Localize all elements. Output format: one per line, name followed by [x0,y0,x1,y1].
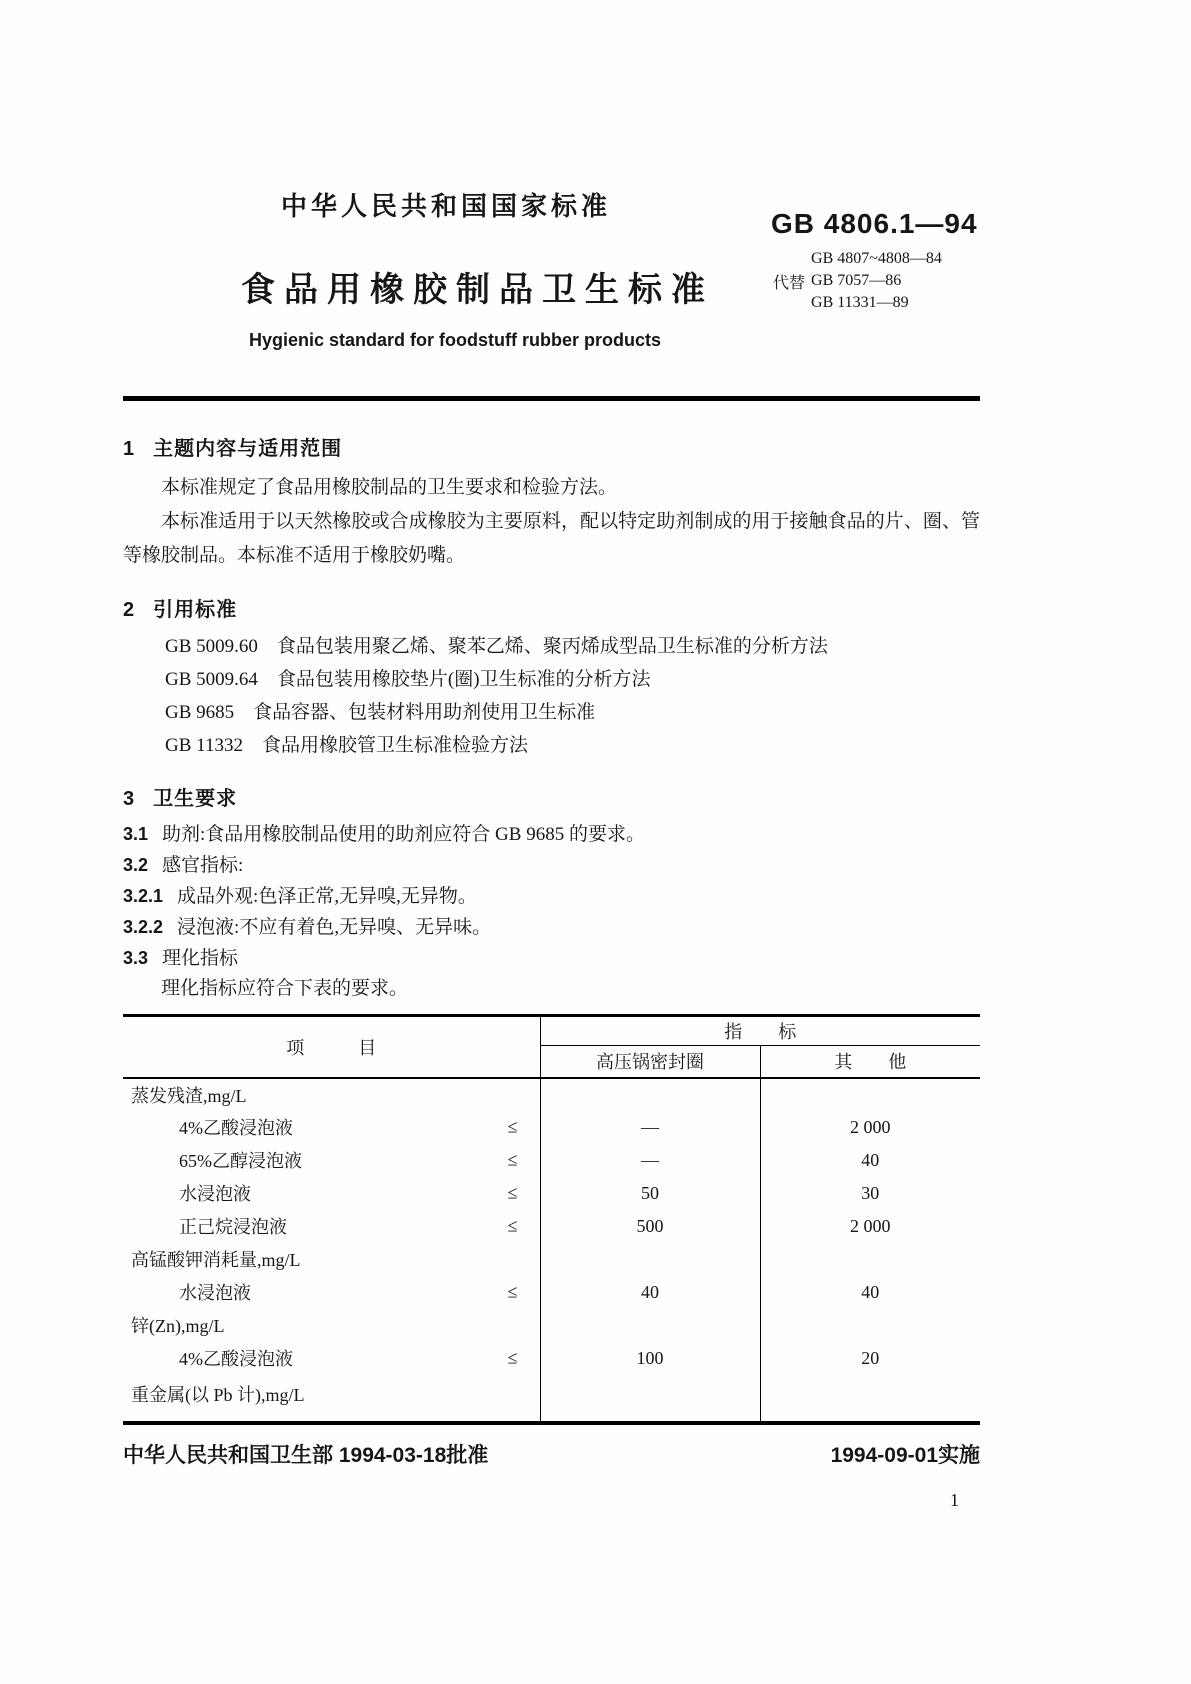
clause [123,850,980,881]
replaces-list [811,248,942,314]
row-item-cell [123,1342,540,1375]
column-header-other: 其 他 [760,1046,980,1078]
row-value-other: 40 [861,1281,880,1302]
row-item-label: 65%乙醇浸泡液 [179,1151,302,1171]
table-row [123,1342,980,1375]
row-item-cell [123,1111,540,1144]
row-value-pressure-cooker-seal [540,1309,760,1342]
document-header [123,0,980,412]
row-item-cell [123,1177,540,1210]
clause-text: 助剂:食品用橡胶制品使用的助剂应符合 GB 9685 的要求。 [162,824,645,845]
row-value-other [760,1309,980,1342]
footer-rule [123,1421,980,1425]
section-3-title: 卫生要求 [153,788,238,810]
row-item-label: 水浸泡液 [179,1184,251,1204]
replaces-block [773,248,942,314]
less-than-or-equal-symbol: ≤ [507,1347,518,1368]
clause-text: 理化指标 [162,948,239,969]
row-value-other: 2 000 [850,1215,891,1236]
replaced-standard: GB 7057—86 [811,272,902,289]
table-row [123,1309,980,1342]
clause-number: 3.2.1 [123,886,164,906]
less-than-or-equal-symbol: ≤ [507,1149,518,1170]
row-item-cell [123,1309,540,1342]
clause-text: 浸泡液:不应有着色,无异嗅、无异味。 [177,917,492,938]
table-row [123,1111,980,1144]
reference-list [123,630,980,762]
table-row [123,1177,980,1210]
reference-item: GB 5009.60 食品包装用聚乙烯、聚苯乙烯、聚丙烯成型品卫生标准的分析方法 [165,636,828,657]
footer [123,1439,980,1469]
table-body [123,1078,980,1421]
row-value-other [760,1078,980,1111]
clause-text: 感官指标: [162,855,244,876]
clause [123,912,980,943]
section-2-title: 引用标准 [153,599,238,621]
clause [123,819,980,850]
clause [123,881,980,912]
header-rule [123,396,980,401]
table-header [123,1016,980,1078]
row-value-other: 20 [861,1347,880,1368]
standard-code: GB 4806.1—94 [771,208,978,239]
row-value-pressure-cooker-seal [540,1078,760,1111]
row-item-cell [123,1243,540,1276]
clause-text: 成品外观:色泽正常,无异嗅,无异物。 [177,886,477,907]
section-2-number: 2 [123,599,136,621]
table-row [123,1276,980,1309]
row-item-label: 4%乙酸浸泡液 [179,1118,293,1138]
section-1-title: 主题内容与适用范围 [153,438,343,460]
document-title-cn: 食品用橡胶制品卫生标准 [241,271,714,309]
row-item-label: 蒸发残渣,mg/L [131,1085,247,1106]
row-item-cell [123,1210,540,1243]
less-than-or-equal-symbol: ≤ [507,1116,518,1137]
row-value-pressure-cooker-seal: — [540,1144,760,1177]
row-value-pressure-cooker-seal: 500 [540,1210,760,1243]
row-item-label: 水浸泡液 [179,1283,251,1303]
section-3-number: 3 [123,788,136,810]
clause-number: 3.2 [123,855,149,875]
row-value-other: 40 [861,1149,880,1170]
row-item-cell [123,1078,540,1111]
section-1-paragraph-1: 本标准规定了食品用橡胶制品的卫生要求和检验方法。 [161,477,618,498]
row-item-label: 4%乙酸浸泡液 [179,1349,293,1369]
table-row [123,1144,980,1177]
clause-list [123,819,980,974]
row-value-pressure-cooker-seal: 40 [540,1276,760,1309]
row-value-pressure-cooker-seal [540,1243,760,1276]
page-number: 1 [950,1490,959,1510]
section-1-heading [123,432,980,461]
physicochemical-limits-table [123,1014,980,1421]
row-item-cell [123,1375,540,1421]
row-item-label: 正己烷浸泡液 [179,1217,287,1237]
clause-number: 3.3 [123,948,149,968]
row-item-cell [123,1276,540,1309]
row-value-pressure-cooker-seal: 50 [540,1177,760,1210]
replaced-standard: GB 4807~4808—84 [811,250,942,267]
reference-item: GB 11332 食品用橡胶管卫生标准检验方法 [165,735,528,756]
table-row [123,1243,980,1276]
less-than-or-equal-symbol: ≤ [507,1215,518,1236]
row-value-pressure-cooker-seal: 100 [540,1342,760,1375]
row-item-label: 重金属(以 Pb 计),mg/L [131,1384,305,1405]
table-row [123,1210,980,1243]
document-title-en: Hygienic standard for foodstuff rubber products [249,330,662,350]
implementation-text: 1994-09-01实施 [830,1443,980,1467]
column-header-pressure-cooker-seal: 高压锅密封圈 [540,1046,760,1078]
clause [123,943,980,974]
row-item-label: 锌(Zn),mg/L [131,1316,225,1336]
reference-item: GB 5009.64 食品包装用橡胶垫片(圈)卫生标准的分析方法 [165,669,651,690]
table-row [123,1375,980,1421]
row-value-other: 30 [861,1182,880,1203]
reference-item: GB 9685 食品容器、包装材料用助剂使用卫生标准 [165,702,596,723]
table-row [123,1078,980,1111]
national-standard-title: 中华人民共和国国家标准 [281,191,612,221]
replaces-label: 代替 [773,274,806,292]
clause-number: 3.1 [123,824,149,844]
section-3-heading [123,782,980,811]
less-than-or-equal-symbol: ≤ [507,1281,518,1302]
replaced-standard: GB 11331—89 [811,294,909,311]
section-2-heading [123,593,980,622]
column-header-index: 指 标 [540,1016,980,1046]
row-value-other [760,1375,980,1421]
approval-text: 中华人民共和国卫生部 1994-03-18批准 [123,1443,489,1467]
less-than-or-equal-symbol: ≤ [507,1182,518,1203]
row-item-label: 高锰酸钾消耗量,mg/L [131,1250,301,1270]
row-value-other: 2 000 [850,1116,891,1137]
row-value-pressure-cooker-seal [540,1375,760,1421]
section-1-number: 1 [123,438,136,460]
section-1-paragraph-2: 本标准适用于以天然橡胶或合成橡胶为主要原料，配以特定助剂制成的用于接触食品的片、圈、管等橡胶制品。本标准不适用于橡胶奶嘴。 [123,511,980,566]
row-item-cell [123,1144,540,1177]
column-header-item: 项 目 [123,1016,540,1078]
table-intro-text: 理化指标应符合下表的要求。 [161,978,409,999]
row-value-pressure-cooker-seal: — [540,1111,760,1144]
row-value-other [760,1243,980,1276]
clause-number: 3.2.2 [123,917,164,937]
